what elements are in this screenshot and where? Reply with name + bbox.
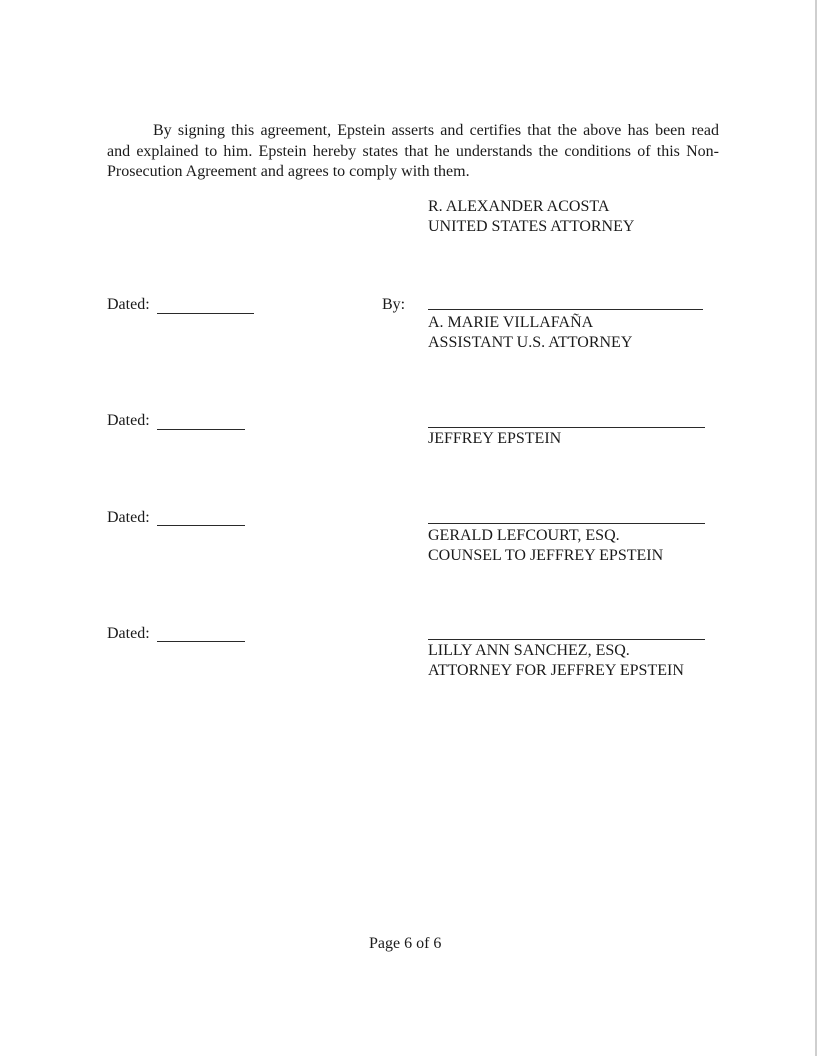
dated-label-4: Dated:: [107, 625, 150, 642]
agreement-paragraph: [107, 121, 719, 183]
signer-title-4: ATTORNEY FOR JEFFREY EPSTEIN: [428, 662, 684, 679]
agreement-line-1: By signing this agreement, Epstein asserts and certifies that the above has been read: [153, 122, 719, 139]
date-line-4: [157, 641, 245, 642]
date-line-3: [157, 525, 245, 526]
signature-line-3: [428, 523, 705, 524]
dated-label-3: Dated:: [107, 509, 150, 526]
signature-line-2: [428, 427, 705, 428]
page-number: Page 6 of 6: [369, 935, 442, 952]
signer-name-2: JEFFREY EPSTEIN: [428, 430, 562, 447]
us-attorney-title: UNITED STATES ATTORNEY: [428, 218, 635, 235]
date-line-2: [157, 429, 245, 430]
agreement-line-3: Prosecution Agreement and agrees to comply with them.: [107, 163, 470, 180]
signature-line-1: [428, 309, 703, 310]
signature-line-4: [428, 639, 705, 640]
signer-title-3: COUNSEL TO JEFFREY EPSTEIN: [428, 547, 664, 564]
date-line-1: [157, 313, 254, 314]
signer-name-3: GERALD LEFCOURT, ESQ.: [428, 527, 620, 544]
signer-title-1: ASSISTANT U.S. ATTORNEY: [428, 334, 633, 351]
dated-label-1: Dated:: [107, 296, 150, 313]
us-attorney-name: R. ALEXANDER ACOSTA: [428, 198, 610, 215]
agreement-line-2: and explained to him. Epstein hereby states that he understands the conditions of this Non-: [107, 142, 719, 160]
dated-label-2: Dated:: [107, 412, 150, 429]
by-label: By:: [382, 296, 406, 313]
signer-name-4: LILLY ANN SANCHEZ, ESQ.: [428, 642, 630, 659]
signer-name-1: A. MARIE VILLAFAÑA: [428, 314, 594, 331]
